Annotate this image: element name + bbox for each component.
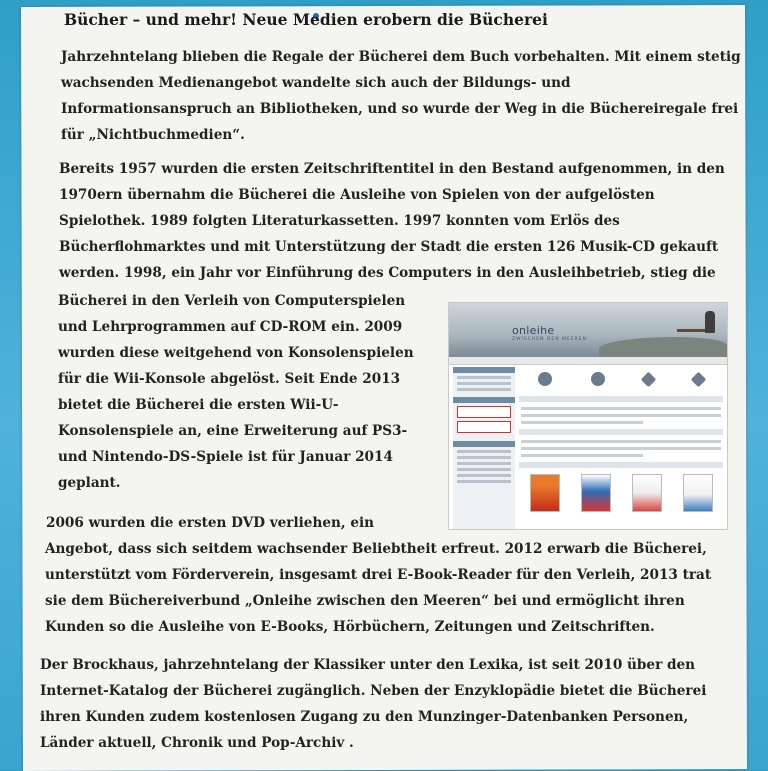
media-icon-row bbox=[519, 367, 723, 391]
paragraph-history: Bereits 1957 wurden die ersten Zeitschriftentitel in den Bestand aufgenommen, in den 1970ern übernahm die Bücherei die Ausleihe von Spielen von der aufgelösten Spielothek. 1989 folgten Literaturkassetten. 1997 konnten vom Erlös des Bücherflohmarktes und mit Unterstützung der Stadt die ersten 126 Musik-CD gekauft werden. 1998, ein Jahr vor Einführung des Computers in den Ausleihbetrieb, stieg die bbox=[59, 161, 725, 281]
paragraph-intro: Jahrzehntelang blieben die Regale der Bücherei dem Buch vorbehalten. Mit einem stetig wachsenden Medienangebot wandelte sich auch der Bildungs- und Informationsanspruch an Bibliotheken, und so wurde der Weg in die Büchereiregale frei für „Nichtbuchmedien“. bbox=[61, 49, 741, 143]
paragraph-history-continued: Bücherei in den Verleih von Computerspielen und Lehrprogrammen auf CD-ROM ein. 2009 wurden diese weitgehend von Konsolenspielen für die Wii-Konsole abgelöst. Seit Ende 2013 bietet die Bücherei die ersten Wii-U-Konsolenspiele an, eine Erweiterung auf PS3- und Nintendo-DS-Spiele ist für Januar 2014 geplant. bbox=[58, 293, 414, 491]
evideo-icon bbox=[641, 371, 657, 387]
dune-graphic bbox=[599, 337, 727, 357]
book-cover bbox=[530, 474, 560, 512]
paragraph-dvd-start: 2006 wurden die ersten DVD verliehen, ein bbox=[46, 515, 375, 531]
onleihe-subtitle: ZWISCHEN DEN MEEREN bbox=[512, 337, 587, 342]
eaudio-icon bbox=[591, 372, 605, 386]
paragraph-brockhaus: Der Brockhaus, jahrzehntelang der Klassiker unter den Lexika, ist seit 2010 über den Internet-Katalog der Bücherei zugänglich. Neben der Enzyklopädie bietet die Bücherei ihren Kunden zudem kostenlosen Zugang zu den Munzinger-Datenbanken Personen, Länder aktuell, Chronik und Pop-Archiv . bbox=[40, 657, 707, 751]
website-content bbox=[519, 367, 723, 512]
paragraph-dvd-ebook: Angebot, dass sich seitdem wachsender Beliebtheit erfreut. 2012 erwarb die Bücherei, unterstützt vom Förderverein, insgesamt drei E-Book-Reader für den Verleih, 2013 trat sie dem Büchereiverbund „Onleihe zwischen den Meeren“ bei und ermöglicht ihren Kunden so die Ausleihe von E-Books, Hörbüchern, Zeitungen und Zeitschriften. bbox=[45, 541, 712, 635]
website-sidebar bbox=[453, 367, 515, 529]
website-banner bbox=[449, 303, 727, 357]
onleihe-website-screenshot bbox=[448, 302, 728, 530]
media-covers bbox=[519, 474, 723, 512]
book-cover bbox=[632, 474, 662, 512]
onleihe-logo: onleihe bbox=[512, 324, 555, 337]
person-graphic bbox=[705, 311, 715, 333]
poster-title: Bücher – und mehr! Neue Medien erobern die Bücherei bbox=[64, 10, 548, 29]
epaper-icon bbox=[690, 371, 706, 387]
ebook-reader-badge bbox=[457, 406, 511, 418]
ebook-reader-badge bbox=[457, 421, 511, 433]
website-nav-bar bbox=[449, 357, 727, 365]
ebook-icon bbox=[538, 372, 552, 386]
book-cover bbox=[683, 474, 713, 512]
book-cover bbox=[581, 474, 611, 512]
